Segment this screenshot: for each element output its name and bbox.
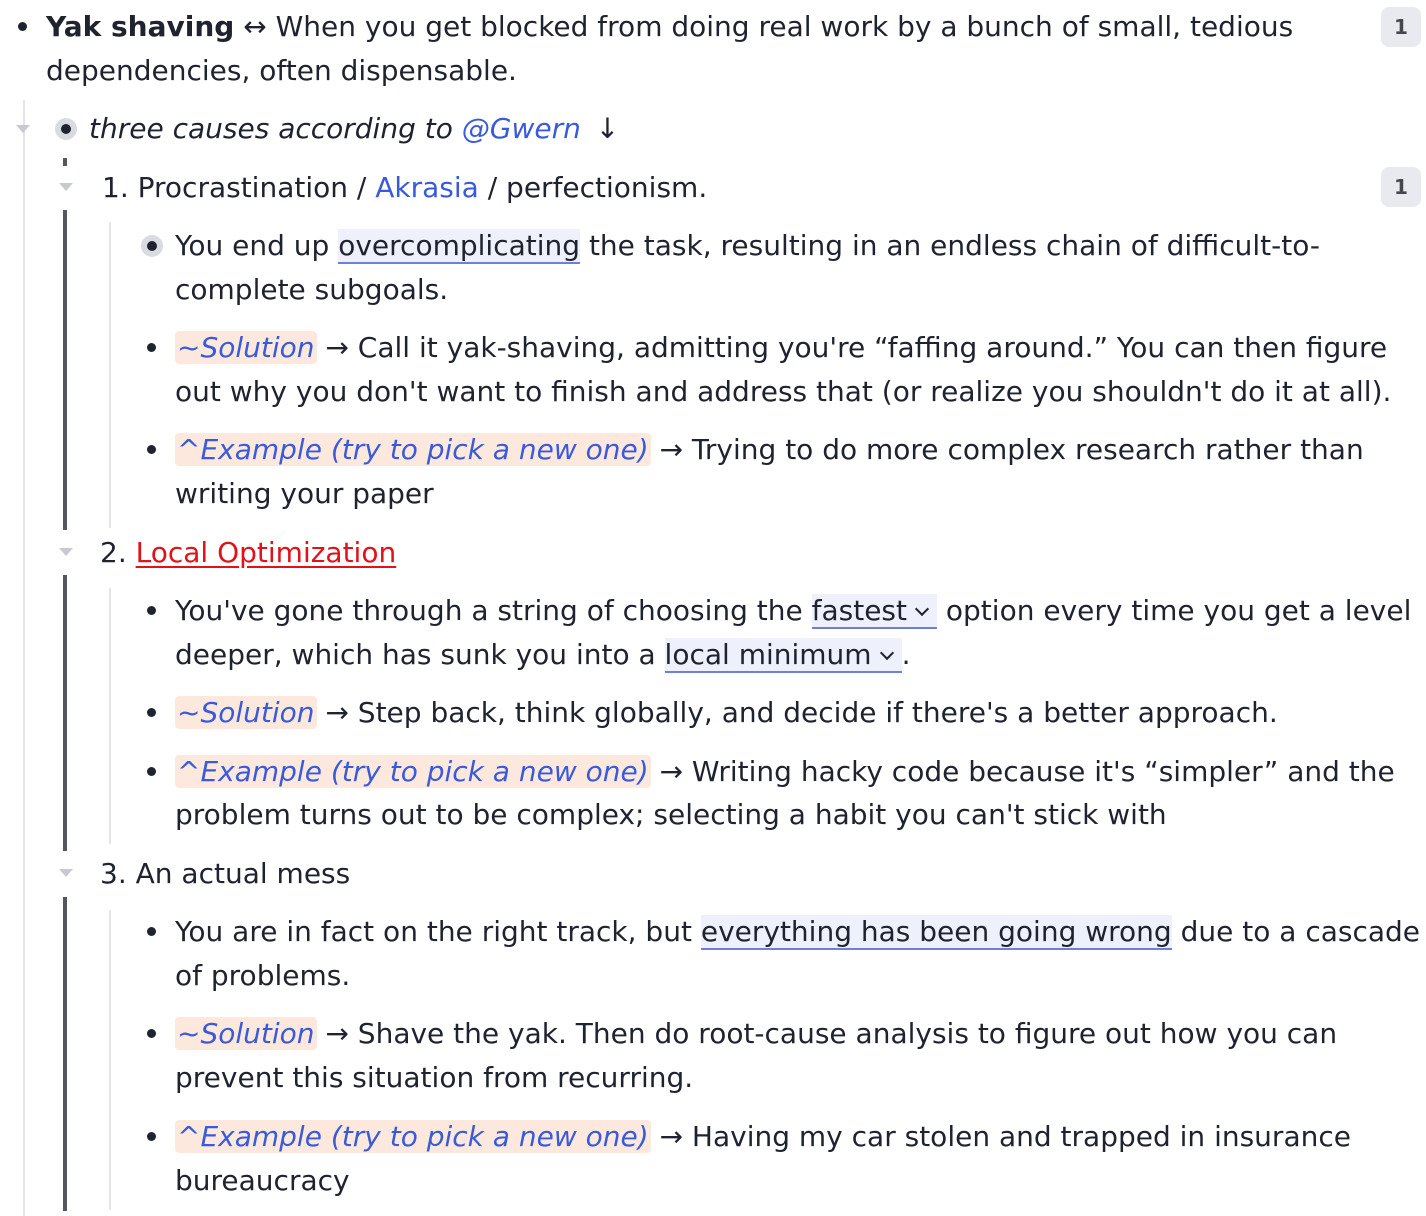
item2-title[interactable] xyxy=(100,531,396,575)
root-line-1[interactable] xyxy=(46,5,1293,49)
item3-desc-bullet[interactable] xyxy=(147,927,156,936)
causes-label: three causes according to xyxy=(89,112,453,145)
item3-desc-pre: You are in fact on the right track, but xyxy=(175,915,692,948)
item3-desc-post: due to a cascade xyxy=(1180,915,1421,948)
causes-children-guide xyxy=(63,158,67,166)
item3-solution-line-2: prevent this situation from recurring. xyxy=(175,1061,694,1094)
gwern-mention-link[interactable]: @Gwern xyxy=(461,112,581,145)
item2-number: 2. xyxy=(100,536,127,569)
item1-example-text: → Trying to do more complex research rather than xyxy=(659,433,1364,466)
local-minimum-dropdown[interactable] xyxy=(665,638,902,673)
item1-example-line-1 xyxy=(175,428,1364,472)
item3-example-bullet[interactable] xyxy=(147,1132,156,1141)
item3-collapse-caret-icon[interactable] xyxy=(59,869,73,877)
item2-example-line-1 xyxy=(175,750,1395,794)
item3-bullets-guide xyxy=(109,910,111,1210)
item2-example-line-2: problem turns out to be complex; selecting a habit you can't stick with xyxy=(175,798,1167,831)
root-text-line-1: When you get blocked from doing real work by a bunch of small, tedious xyxy=(275,10,1294,43)
item1-desc-pre: You end up xyxy=(175,229,330,262)
item1-example-bullet[interactable] xyxy=(147,445,156,454)
item1-solution-bullet[interactable] xyxy=(147,343,156,352)
bidirectional-arrow-icon: ↔ xyxy=(243,10,267,43)
root-line-2: dependencies, often dispensable. xyxy=(46,54,517,87)
fastest-dropdown[interactable] xyxy=(812,594,937,629)
item2-solution-bullet[interactable] xyxy=(147,708,156,717)
item3-number: 3. xyxy=(100,857,127,890)
root-children-guide xyxy=(23,100,25,1216)
item1-desc-line-1 xyxy=(175,224,1320,268)
item1-example-line-2: writing your paper xyxy=(175,477,434,510)
item2-desc-l2-post: . xyxy=(901,638,911,671)
item2-children-guide[interactable] xyxy=(63,575,67,851)
item3-title-text: An actual mess xyxy=(135,857,351,890)
item2-desc-bullet[interactable] xyxy=(147,606,156,615)
overcomplicating-link[interactable]: overcomplicating xyxy=(338,229,581,262)
example-tag[interactable]: ^Example (try to pick a new one) xyxy=(177,433,649,466)
item2-solution-text: → Step back, think globally, and decide if there's a better approach. xyxy=(325,696,1278,729)
item1-solution-line-2: out why you don't want to finish and address that (or realize you shouldn't do it at all). xyxy=(175,375,1392,408)
root-bullet[interactable] xyxy=(18,22,27,31)
item1-desc-post: the task, resulting in an endless chain of difficult-to- xyxy=(588,229,1320,262)
item3-desc-line-2: of problems. xyxy=(175,959,351,992)
local-optimization-link[interactable]: Local Optimization xyxy=(135,536,397,569)
solution-tag[interactable]: ~Solution xyxy=(177,331,315,364)
item1-child-count-badge[interactable]: 1 xyxy=(1381,167,1421,207)
item1-solution-line-1 xyxy=(175,326,1387,370)
root-child-count-badge[interactable]: 1 xyxy=(1381,7,1421,47)
fastest-dropdown-value: fastest xyxy=(811,594,907,627)
item2-desc-pre: You've gone through a string of choosing the xyxy=(175,594,803,627)
item3-example-line-2: bureaucracy xyxy=(175,1164,350,1197)
causes-line[interactable] xyxy=(89,107,619,151)
item2-collapse-caret-icon[interactable] xyxy=(59,548,73,556)
item3-example-text: → Having my car stolen and trapped in insurance xyxy=(659,1120,1351,1153)
item1-title[interactable] xyxy=(102,166,707,210)
item2-bullets-guide xyxy=(109,588,111,844)
item1-children-guide[interactable] xyxy=(63,210,67,530)
chevron-down-icon xyxy=(880,646,894,660)
item2-solution-line-1 xyxy=(175,691,1278,735)
item1-solution-text: → Call it yak-shaving, admitting you're “faffing around.” You can then figure xyxy=(325,331,1388,364)
item1-desc-bullet[interactable] xyxy=(141,235,163,257)
item2-desc-line-1 xyxy=(175,589,1411,633)
example-tag[interactable]: ^Example (try to pick a new one) xyxy=(177,1120,649,1153)
item1-desc-line-2: complete subgoals. xyxy=(175,273,449,306)
example-tag[interactable]: ^Example (try to pick a new one) xyxy=(177,755,649,788)
item2-desc-line-2 xyxy=(175,633,910,677)
item1-collapse-caret-icon[interactable] xyxy=(59,183,73,191)
local-minimum-dropdown-value: local minimum xyxy=(664,638,872,671)
down-arrow-icon: ↓ xyxy=(595,112,620,145)
item1-title-pre: Procrastination / xyxy=(137,171,367,204)
causes-bullet[interactable] xyxy=(55,118,77,140)
item3-solution-text: → Shave the yak. Then do root-cause analysis to figure out how you can xyxy=(325,1017,1338,1050)
item3-solution-line-1 xyxy=(175,1012,1337,1056)
item1-title-post: / perfectionism. xyxy=(487,171,708,204)
item3-desc-line-1 xyxy=(175,910,1420,954)
item3-example-line-1 xyxy=(175,1115,1351,1159)
item3-title[interactable] xyxy=(100,852,350,896)
item2-desc-l2-pre: deeper, which has sunk you into a xyxy=(175,638,656,671)
chevron-down-icon xyxy=(915,602,929,616)
going-wrong-link[interactable]: everything has been going wrong xyxy=(700,915,1172,948)
item2-example-text: → Writing hacky code because it's “simpler” and the xyxy=(659,755,1395,788)
causes-collapse-caret-icon[interactable] xyxy=(16,125,30,133)
akrasia-link[interactable]: Akrasia xyxy=(375,171,479,204)
item3-solution-bullet[interactable] xyxy=(147,1029,156,1038)
item2-desc-post: option every time you get a level xyxy=(945,594,1412,627)
root-title: Yak shaving xyxy=(46,10,235,43)
solution-tag[interactable]: ~Solution xyxy=(177,696,315,729)
item3-children-guide[interactable] xyxy=(63,897,67,1211)
solution-tag[interactable]: ~Solution xyxy=(177,1017,315,1050)
item1-number: 1. xyxy=(102,171,129,204)
item1-bullets-guide xyxy=(109,222,111,528)
item2-example-bullet[interactable] xyxy=(147,767,156,776)
